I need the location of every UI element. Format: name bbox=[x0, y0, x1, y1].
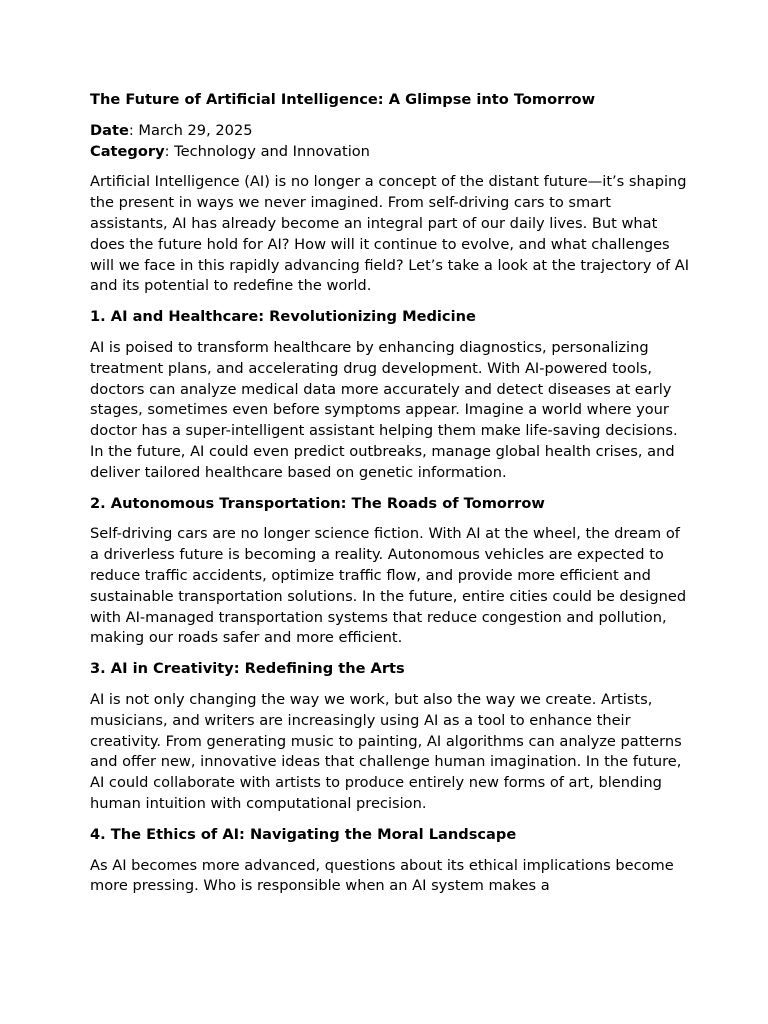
category-label: Category bbox=[90, 142, 165, 160]
date-line bbox=[90, 121, 690, 142]
document-title: The Future of Artificial Intelligence: A Glimpse into Tomorrow bbox=[90, 91, 596, 108]
document-page bbox=[90, 90, 690, 907]
date-value: : March 29, 2025 bbox=[128, 121, 253, 139]
section-heading-transportation: 2. Autonomous Transportation: The Roads of Tomorrow bbox=[90, 494, 545, 512]
section-heading-creativity: 3. AI in Creativity: Redefining the Arts bbox=[90, 660, 405, 678]
document-meta bbox=[90, 121, 690, 163]
date-label: Date bbox=[90, 121, 129, 139]
section-heading-healthcare: 1. AI and Healthcare: Revolutionizing Medicine bbox=[90, 308, 476, 326]
section-body-healthcare: AI is poised to transform healthcare by enhancing diagnostics, personalizing treatment plans, and accelerating drug development. With AI-powered tools, doctors can analyze medical data more accurately and detect diseases at early stages, sometimes even before symptoms appear. Imagine a world where your doctor has a super-intelligent assistant helping them make life-saving decisions. In the future, AI could even predict outbreaks, manage global health crises, and deliver tailored healthcare based on genetic information. bbox=[90, 338, 678, 481]
section-body-ethics: As AI becomes more advanced, questions about its ethical implications become more pressing. Who is responsible when an AI system makes a bbox=[90, 856, 674, 895]
section-heading-ethics: 4. The Ethics of AI: Navigating the Moral Landscape bbox=[90, 825, 517, 843]
section-body-transportation: Self-driving cars are no longer science fiction. With AI at the wheel, the dream of a driverless future is becoming a reality. Autonomous vehicles are expected to reduce traffic accidents, optimize traffic flow, and provide more efficient and sustainable transportation solutions. In the future, entire cities could be designed with AI-managed transportation systems that reduce congestion and pollution, making our roads safer and more efficient. bbox=[90, 525, 687, 647]
section-body-creativity: AI is not only changing the way we work, but also the way we create. Artists, musicians, and writers are increasingly using AI as a tool to enhance their creativity. From generating music to painting, AI algorithms can analyze patterns and offer new, innovative ideas that challenge human imagination. In the future, AI could collaborate with artists to produce entirely new forms of art, blending human intuition with computational precision. bbox=[90, 690, 682, 812]
intro-paragraph: Artificial Intelligence (AI) is no longer a concept of the distant future—it’s shaping the present in ways we never imagined. From self-driving cars to smart assistants, AI has already become an integral part of our daily lives. But what does the future hold for AI? How will it continue to evolve, and what challenges will we face in this rapidly advancing field? Let’s take a look at the trajectory of AI and its potential to redefine the world. bbox=[90, 173, 690, 295]
category-line bbox=[90, 142, 690, 163]
category-value: : Technology and Innovation bbox=[164, 142, 370, 160]
